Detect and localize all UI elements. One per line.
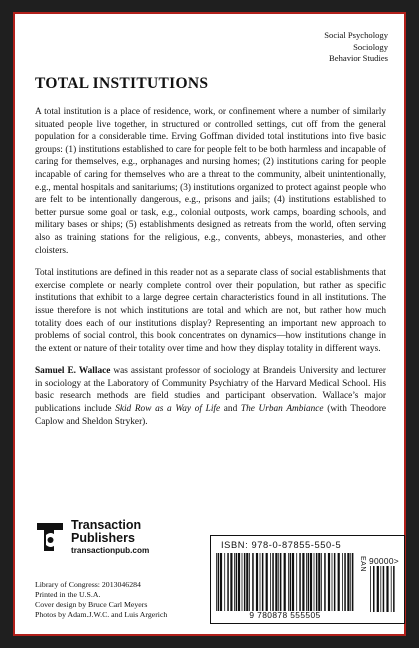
barcode-bar [334, 553, 336, 611]
isbn-label: ISBN: 978-0-87855-550-5 [221, 540, 342, 550]
addon-price-code: 90000> [369, 556, 399, 566]
barcode-bar [284, 553, 286, 611]
barcode-bar [314, 553, 315, 611]
credits [35, 580, 167, 620]
credit-line: Cover design by Bruce Carl Meyers [35, 600, 148, 609]
barcode-bar [260, 553, 261, 611]
barcode-bar [216, 553, 217, 611]
barcode-bar [332, 553, 333, 611]
barcode-bar [370, 566, 371, 612]
barcode-bar [246, 553, 248, 611]
author-bio-text: (with Theodore Caplow and Sheldon Stryker). [35, 404, 386, 427]
barcode-panel [210, 535, 405, 624]
barcode-bar [393, 566, 395, 612]
barcode-bar [338, 553, 340, 611]
transaction-t-logo-icon [35, 521, 65, 553]
book-reference: The Urban Ambiance [240, 404, 324, 415]
barcode-bar [386, 566, 388, 612]
barcode-bar [278, 553, 279, 611]
credit-line: Library of Congress: 2013046284 [35, 580, 141, 589]
author-name: Samuel E. Wallace [35, 366, 111, 377]
barcode-bar [290, 553, 292, 611]
credit-line: Printed in the U.S.A. [35, 590, 101, 599]
barcode-bar [296, 553, 297, 611]
barcode-bar [299, 553, 301, 611]
barcode-digits: 9 780878 555505 [249, 610, 321, 620]
category-label: Behavior Studies [329, 53, 388, 63]
barcode-bar [288, 553, 289, 611]
barcode-bar [383, 566, 385, 612]
blurb [35, 106, 386, 438]
barcode-bar [256, 553, 258, 611]
addon-barcode [369, 566, 399, 612]
barcode-bar [347, 553, 349, 611]
author-bio [35, 365, 386, 428]
publisher-name-line: Transaction [71, 518, 142, 532]
publisher-logo [35, 519, 195, 559]
book-title: TOTAL INSTITUTIONS [35, 75, 209, 92]
barcode-bar [242, 553, 243, 611]
barcode-bar [350, 553, 351, 611]
barcode-bar [249, 553, 250, 611]
barcode-bar [218, 553, 220, 611]
publisher-name-line: Publishers [71, 531, 135, 545]
barcode-bar [377, 566, 379, 612]
category-label: Social Psychology [324, 30, 388, 40]
cover-panel [13, 12, 406, 636]
barcode-bar [306, 553, 307, 611]
ean-barcode [215, 553, 355, 611]
barcode-bar [321, 553, 322, 611]
barcode-bar [234, 553, 235, 611]
barcode-bar [328, 553, 330, 611]
barcode-bar [302, 553, 304, 611]
barcode-bar [224, 553, 225, 611]
barcode-bar [344, 553, 346, 611]
credit-line: Photos by Adam.J.W.C. and Luis Argerich [35, 610, 168, 619]
author-bio-text: and [220, 404, 241, 415]
barcode-bar [236, 553, 238, 611]
barcode-bar [244, 553, 246, 611]
barcode-bar [227, 553, 229, 611]
barcode-bar [275, 553, 277, 611]
subject-categories [324, 30, 388, 65]
barcode-bar [318, 553, 320, 611]
barcode-bar [292, 553, 294, 611]
barcode-bar [230, 553, 232, 611]
barcode-bar [373, 566, 375, 612]
barcode-bar [272, 553, 274, 611]
blurb-paragraph: Total institutions are defined in this reader not as a separate class of social establishments that exercise complete or nearly complete control over their population, but rather as specific institutions that exhibit to a large degree certain characteristics found in all institutions. The issue therefore is not which institutions are total and which are not, but rather how much totality does each of our institutions display? Representing an important new approach to problems of social control, this book concentrates on dynamics—how institutions change in the extent or nature of their totality over time and how they display totality in different ways. [35, 268, 386, 354]
barcode-bar [380, 566, 381, 612]
publisher-url: transactionpub.com [71, 546, 150, 555]
publisher-name [71, 519, 141, 545]
barcode-bar [220, 553, 222, 611]
barcode-bar [310, 553, 312, 611]
barcode-bar [316, 553, 318, 611]
barcode-bar [270, 553, 271, 611]
author-bio-text: was assistant professor of sociology at Brandeis University and lecturer in sociology at the Laboratory of Community Psychiatry of the Harvard Medical School. His basic research methods are field studies and participant observation. Wallace’s major publications include [35, 366, 386, 415]
blurb-paragraph: A total institution is a place of residence, work, or confinement where a number of similarly situated people live together, in structured or controlled settings, cut off from the general population for a considerable time. Erving Goffman divided total institutions into five basic groups: (1) institutions established to care for people felt to be both harmless and incapable of caring for themselves, e.g., orphanages and nursing homes; (2) institutions caring for people incapable of caring for themselves who are a threat to the community, albeit unintentionally, e.g., mental hospitals and sanitariums; (3) institutions organized to protect against people who are felt to be intentionally dangerous, e.g., prisons and jails; (4) institutions established to better pursue some goal or task, e.g., colonial outposts, work camps, boarding schools, and military bases or ships; (5) establishments designed as retreats from the world, often serving also as training stations for the religious, e.g., convents, abbeys, monasteries, and other cloisters. [35, 107, 386, 256]
barcode-bar [238, 553, 240, 611]
barcode-bar [262, 553, 264, 611]
ean-label: EAN [359, 556, 366, 572]
barcode-bar [391, 566, 392, 612]
barcode-bar [252, 553, 254, 611]
book-reference: Skid Row as a Way of Life [115, 404, 221, 415]
barcode-bar [342, 553, 343, 611]
barcode-bar [266, 553, 268, 611]
category-label: Sociology [353, 41, 388, 52]
barcode-bar [280, 553, 282, 611]
barcode-bar [308, 553, 310, 611]
barcode-bar [324, 553, 326, 611]
barcode-bar [352, 553, 354, 611]
